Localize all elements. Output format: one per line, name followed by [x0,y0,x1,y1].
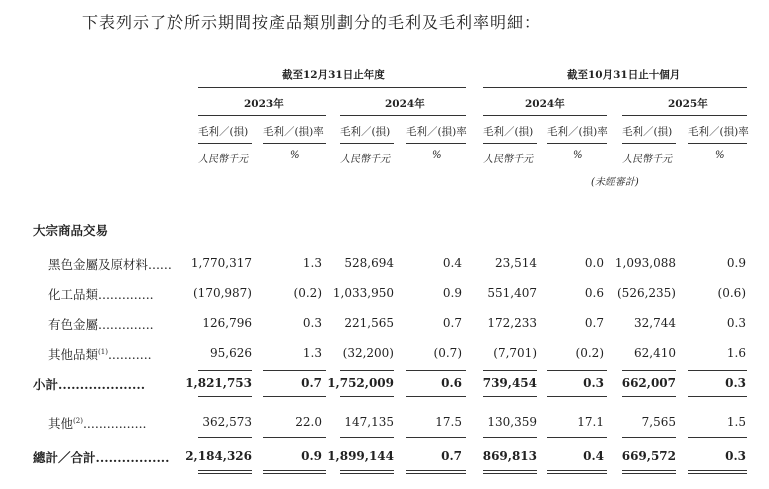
unit-pct-2: % [432,150,442,161]
col-rate-3: 毛利／(損)率 [547,126,608,138]
subtotal-rule-bottom [688,396,747,397]
total-row-label-text: 總計／合計 [33,450,96,465]
subtotal-rule-bottom [340,396,394,397]
subtotal-row-value: 739,454 [482,376,537,390]
intro-text: 下表列示了於所示期間按產品類別劃分的毛利及毛利率明細： [82,13,542,32]
table-row-dots: ........... [107,347,152,362]
table-row-value: 1.3 [302,256,322,270]
other-row-value: 1.5 [726,415,746,429]
other-row-footnote: (2) [73,416,83,425]
total-rule-top [547,437,607,438]
table-row-dots: .............. [98,317,154,332]
total-rule-double-2 [406,473,466,474]
table-row-label [48,285,154,303]
table-row-value: 126,796 [202,316,252,330]
period-rule-left [198,87,466,88]
table-row-footnote: (1) [98,347,108,356]
other-row-value: 17.5 [435,415,462,429]
year-rule-2 [340,115,466,116]
subtotal-row-value: 1,821,753 [185,376,252,390]
total-row-value: 2,184,326 [185,449,252,463]
table-row-value: 0.7 [584,316,604,330]
subtotal-rule-top [483,370,537,371]
table-row-label [48,255,172,273]
subtotal-rule-bottom [483,396,537,397]
total-rule-double-2 [263,473,326,474]
year-header-4: 2025年 [668,98,708,110]
total-row-value: 0.4 [583,449,604,463]
subtotal-rule-bottom [263,396,326,397]
unit-rmb-1: 人民幣千元 [198,154,248,165]
total-rule-top [198,437,252,438]
total-rule-top [483,437,537,438]
table-row-value: 172,233 [487,316,537,330]
year-header-3: 2024年 [525,98,565,110]
table-row-value: 0.4 [442,256,462,270]
total-row-value: 669,572 [621,449,676,463]
col-rate-1: 毛利／(損)率 [263,126,324,138]
total-rule-top [263,437,326,438]
year-rule-4 [622,115,747,116]
col-rate-4: 毛利／(損)率 [688,126,749,138]
table-row-label-text: 化工品類 [48,287,99,302]
total-rule-double-1 [483,470,537,471]
table-row-value: (7,701) [493,346,537,360]
total-row-value: 0.7 [441,449,462,463]
total-row-dots: ................. [95,450,170,465]
other-row-label-text: 其他 [48,416,74,431]
other-row-value: 17.1 [577,415,604,429]
table-row-value: 95,626 [210,346,252,360]
subtotal-rule-top [547,370,607,371]
unit-rmb-2: 人民幣千元 [340,154,390,165]
subtotal-row-label [33,375,145,393]
total-rule-top [406,437,466,438]
table-row-value: 1,770,317 [190,256,252,270]
subtotal-rule-bottom [406,396,466,397]
table-row-value: (0.7) [433,346,462,360]
table-row-value: (32,200) [342,346,394,360]
subtotal-row-value: 662,007 [621,376,676,390]
total-rule-top [622,437,676,438]
table-row-value: 0.9 [442,286,462,300]
total-rule-double-2 [622,473,676,474]
unit-rmb-4: 人民幣千元 [622,154,672,165]
table-row-value: 0.6 [584,286,604,300]
table-row-value: 1.6 [726,346,746,360]
total-rule-double-1 [547,470,607,471]
subtotal-rule-bottom [198,396,252,397]
total-rule-double-2 [340,473,394,474]
other-row-value: 7,565 [641,415,676,429]
total-rule-double-2 [483,473,537,474]
table-row-value: 0.9 [726,256,746,270]
table-row-value: (0.2) [575,346,604,360]
other-row-value: 22.0 [295,415,322,429]
other-row-value: 130,359 [487,415,537,429]
table-row-value: (170,987) [193,286,252,300]
table-row-dots: ...... [148,257,172,272]
subtotal-row-value: 0.3 [583,376,604,390]
table-row-value: 0.0 [584,256,604,270]
total-rule-double-1 [406,470,466,471]
subtotal-row-value: 1,752,009 [327,376,394,390]
period-header-left: 截至12月31日止年度 [282,69,385,81]
total-row-value: 1,899,144 [327,449,394,463]
col-rate-2: 毛利／(損)率 [406,126,467,138]
period-header-right: 截至10月31日止十個月 [567,69,681,81]
total-rule-top [340,437,394,438]
table-row-label [48,345,152,363]
subtotal-row-value: 0.7 [301,376,322,390]
total-rule-double-1 [622,470,676,471]
total-rule-double-1 [688,470,747,471]
year-header-1: 2023年 [244,98,284,110]
subtotal-rule-top [622,370,676,371]
subtotal-rule-top [406,370,466,371]
subtotal-rule-top [263,370,326,371]
table-row-value: 23,514 [495,256,537,270]
table-row-value: 1,093,088 [614,256,676,270]
subtotal-row-value: 0.3 [725,376,746,390]
total-rule-double-1 [198,470,252,471]
section-title: 大宗商品交易 [33,223,109,238]
table-row-value: 221,565 [344,316,394,330]
table-row-label-text: 黑色金屬及原材料 [48,257,149,272]
table-row-label-text: 有色金屬 [48,317,99,332]
unit-pct-3: % [573,150,583,161]
total-rule-double-2 [547,473,607,474]
unit-rmb-3: 人民幣千元 [483,154,533,165]
other-row-value: 147,135 [344,415,394,429]
year-rule-1 [198,115,326,116]
total-rule-double-2 [198,473,252,474]
col-gp-1: 毛利／(損) [198,126,249,138]
table-row-value: 0.3 [726,316,746,330]
other-row-value: 362,573 [202,415,252,429]
table-row-value: 551,407 [487,286,537,300]
unit-pct-4: % [715,150,725,161]
total-rule-top [688,437,747,438]
period-rule-right [483,87,747,88]
table-row-label-text: 其他品類 [48,347,99,362]
subtotal-rule-top [340,370,394,371]
table-row-value: 528,694 [344,256,394,270]
total-row-value: 0.3 [725,449,746,463]
subtotal-rule-bottom [547,396,607,397]
subtotal-rule-top [198,370,252,371]
table-row-dots: .............. [98,287,154,302]
total-rule-double-2 [688,473,747,474]
other-row-dots: ................ [82,416,147,431]
unit-pct-1: % [290,150,300,161]
table-row-value: 62,410 [634,346,676,360]
other-row-label [48,414,147,432]
total-rule-double-1 [263,470,326,471]
subtotal-row-label-text: 小計 [33,377,59,392]
subtotal-row-dots: .................... [58,377,146,392]
subtotal-row-value: 0.6 [441,376,462,390]
table-row-value: 0.7 [442,316,462,330]
total-row-value: 869,813 [482,449,537,463]
table-row-value: (0.6) [717,286,746,300]
unaudited-note: (未經審計) [591,177,639,188]
col-gp-2: 毛利／(損) [340,126,391,138]
total-row-value: 0.9 [301,449,322,463]
col-gp-4: 毛利／(損) [622,126,673,138]
subtotal-rule-bottom [622,396,676,397]
total-rule-double-1 [340,470,394,471]
year-rule-3 [483,115,607,116]
table-row-value: (0.2) [293,286,322,300]
year-header-2: 2024年 [385,98,425,110]
col-gp-3: 毛利／(損) [483,126,534,138]
total-row-label [33,448,170,466]
table-row-value: (526,235) [617,286,676,300]
table-row-value: 1.3 [302,346,322,360]
table-row-value: 1,033,950 [332,286,394,300]
table-row-label [48,315,154,333]
table-row-value: 0.3 [302,316,322,330]
subtotal-rule-top [688,370,747,371]
table-row-value: 32,744 [634,316,676,330]
